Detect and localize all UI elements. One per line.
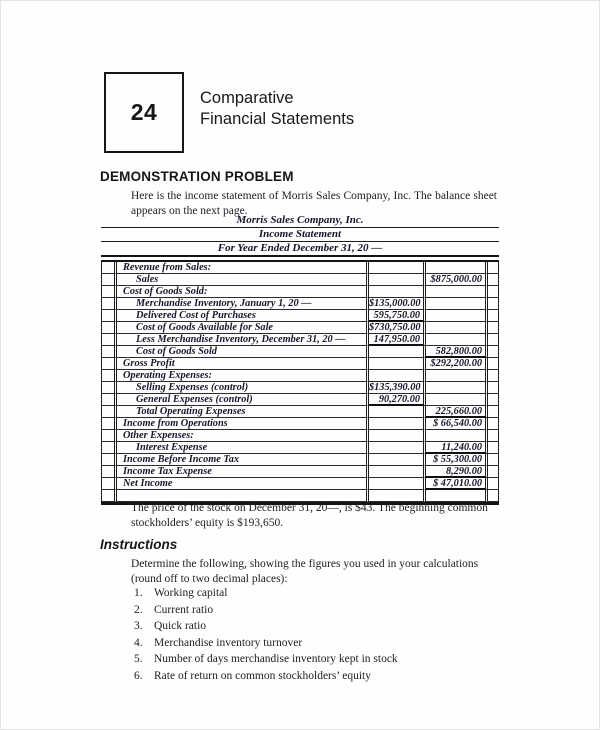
posting-column-cell (102, 382, 117, 394)
row-label: Income Before Income Tax (117, 454, 369, 466)
amount-col2 (426, 286, 488, 298)
amount-col2 (426, 262, 488, 274)
right-column-cell (488, 406, 498, 418)
table-row (102, 274, 498, 286)
amount-col2 (426, 298, 488, 310)
amount-col1 (369, 406, 426, 418)
list-item (134, 653, 494, 670)
demonstration-heading: DEMONSTRATION PROBLEM (100, 169, 294, 184)
list-item (134, 637, 494, 654)
right-column-cell (488, 370, 498, 382)
amount-col2: $ 66,540.00 (426, 418, 488, 430)
posting-column-cell (102, 466, 117, 478)
table-row (102, 286, 498, 298)
amount-col2: $ 47,010.00 (426, 478, 488, 490)
amount-col1: $135,000.00 (369, 298, 426, 310)
instructions-list (134, 587, 494, 686)
chapter-title-line2: Financial Statements (200, 110, 355, 128)
right-column-cell (488, 310, 498, 322)
item-number: 6. (134, 669, 143, 682)
right-column-cell (488, 346, 498, 358)
row-label: Other Expenses: (117, 430, 369, 442)
amount-col2 (426, 310, 488, 322)
row-label: Total Operating Expenses (117, 406, 369, 418)
amount-col1 (369, 286, 426, 298)
item-text: Current ratio (154, 603, 214, 616)
item-text: Rate of return on common stockholders’ equity (154, 669, 371, 682)
posting-column-cell (102, 454, 117, 466)
amount-col1 (369, 466, 426, 478)
amount-col2 (426, 394, 488, 406)
posting-column-cell (102, 430, 117, 442)
amount-col1 (369, 418, 426, 430)
amount-col1 (369, 262, 426, 274)
posting-column-cell (102, 298, 117, 310)
posting-column-cell (102, 274, 117, 286)
table-row (102, 262, 498, 274)
intro-paragraph: Here is the income statement of Morris Sales Company, Inc. The balance sheet appears on the next page. (131, 190, 497, 217)
amount-col2: $ 55,300.00 (426, 454, 488, 466)
amount-col1 (369, 454, 426, 466)
row-label: Income from Operations (117, 418, 369, 430)
table-row (102, 358, 498, 370)
amount-col1: $135,390.00 (369, 382, 426, 394)
amount-col2: $292,200.00 (426, 358, 488, 370)
row-label: Selling Expenses (control) (117, 382, 369, 394)
posting-column-cell (102, 322, 117, 334)
item-text: Number of days merchandise inventory kept in stock (154, 653, 398, 665)
amount-col1: 595,750.00 (369, 310, 426, 322)
amount-col1 (369, 346, 426, 358)
table-row (102, 406, 498, 418)
posting-column-cell (102, 394, 117, 406)
amount-col2 (426, 370, 488, 382)
table-row (102, 334, 498, 346)
row-label: Cost of Goods Available for Sale (117, 322, 369, 334)
income-statement (101, 214, 499, 505)
posting-column-cell (102, 334, 117, 346)
right-column-cell (488, 478, 498, 490)
row-label: Net Income (117, 478, 369, 490)
amount-col2 (426, 382, 488, 394)
amount-col1 (369, 358, 426, 370)
list-item (134, 587, 494, 604)
right-column-cell (488, 454, 498, 466)
posting-column-cell (102, 358, 117, 370)
row-label: Interest Expense (117, 442, 369, 454)
statement-title: Income Statement (101, 228, 499, 242)
right-column-cell (488, 430, 498, 442)
stock-note: The price of the stock on December 31, 20—, is $43. The beginning common stockholders’ equity is $193,650. (131, 502, 488, 529)
table-row (102, 454, 498, 466)
instructions-intro: Determine the following, showing the figures you used in your calculations (round off to two decimal places): (131, 558, 479, 585)
posting-column-cell (102, 370, 117, 382)
chapter-title (200, 88, 354, 130)
list-item (134, 604, 494, 621)
row-label: General Expenses (control) (117, 394, 369, 406)
amount-col2: 11,240.00 (426, 442, 488, 454)
amount-col2: $875,000.00 (426, 274, 488, 286)
right-column-cell (488, 418, 498, 430)
posting-column-cell (102, 310, 117, 322)
right-column-cell (488, 358, 498, 370)
right-column-cell (488, 466, 498, 478)
chapter-number-box (104, 72, 184, 153)
right-column-cell (488, 334, 498, 346)
table-row (102, 310, 498, 322)
item-number: 5. (134, 653, 143, 665)
item-number: 4. (134, 636, 143, 649)
posting-column-cell (102, 478, 117, 490)
right-column-cell (488, 298, 498, 310)
statement-rows (102, 262, 498, 502)
table-row (102, 298, 498, 310)
right-column-cell (488, 394, 498, 406)
amount-col2: 8,290.00 (426, 466, 488, 478)
instructions-heading: Instructions (100, 537, 178, 552)
row-label: Cost of Goods Sold: (117, 286, 369, 298)
posting-column-cell (102, 346, 117, 358)
amount-col2 (426, 334, 488, 346)
row-label: Merchandise Inventory, January 1, 20 — (117, 298, 369, 310)
posting-column-cell (102, 490, 117, 502)
item-number: 1. (134, 587, 143, 599)
table-row (102, 430, 498, 442)
amount-col2 (426, 322, 488, 334)
amount-col1 (369, 478, 426, 490)
amount-col1: 90,270.00 (369, 394, 426, 406)
row-label: Cost of Goods Sold (117, 346, 369, 358)
chapter-number: 24 (130, 99, 158, 125)
row-label: Income Tax Expense (117, 466, 369, 478)
row-label: Sales (117, 274, 369, 286)
amount-col2 (426, 430, 488, 442)
amount-col1 (369, 442, 426, 454)
row-label: Revenue from Sales: (117, 262, 369, 274)
right-column-cell (488, 442, 498, 454)
item-number: 3. (134, 620, 143, 632)
item-text: Merchandise inventory turnover (154, 636, 303, 649)
list-item (134, 670, 494, 687)
row-label: Delivered Cost of Purchases (117, 310, 369, 322)
table-row (102, 466, 498, 478)
item-text: Quick ratio (154, 620, 207, 632)
row-label: Less Merchandise Inventory, December 31, 20 — (117, 334, 369, 346)
table-row (102, 478, 498, 490)
statement-company: Morris Sales Company, Inc. (101, 214, 499, 228)
amount-col1 (369, 370, 426, 382)
amount-col1: $730,750.00 (369, 322, 426, 334)
amount-col1 (369, 430, 426, 442)
right-column-cell (488, 382, 498, 394)
posting-column-cell (102, 442, 117, 454)
item-number: 2. (134, 603, 143, 616)
chapter-title-line1: Comparative (200, 89, 294, 107)
posting-column-cell (102, 286, 117, 298)
right-column-cell (488, 286, 498, 298)
right-column-cell (488, 262, 498, 274)
list-item (134, 620, 494, 637)
amount-col2: 225,660.00 (426, 406, 488, 418)
table-row (102, 382, 498, 394)
table-row (102, 322, 498, 334)
posting-column-cell (102, 406, 117, 418)
table-row (102, 442, 498, 454)
amount-col1 (369, 274, 426, 286)
row-label: Operating Expenses: (117, 370, 369, 382)
amount-col1: 147,950.00 (369, 334, 426, 346)
table-row (102, 394, 498, 406)
statement-table (101, 260, 499, 505)
right-column-cell (488, 274, 498, 286)
row-label: Gross Profit (117, 358, 369, 370)
table-row (102, 346, 498, 358)
statement-period: For Year Ended December 31, 20 — (101, 242, 499, 257)
posting-column-cell (102, 262, 117, 274)
item-text: Working capital (154, 587, 228, 599)
right-column-cell (488, 322, 498, 334)
amount-col2: 582,800.00 (426, 346, 488, 358)
table-row (102, 418, 498, 430)
posting-column-cell (102, 418, 117, 430)
table-row (102, 370, 498, 382)
